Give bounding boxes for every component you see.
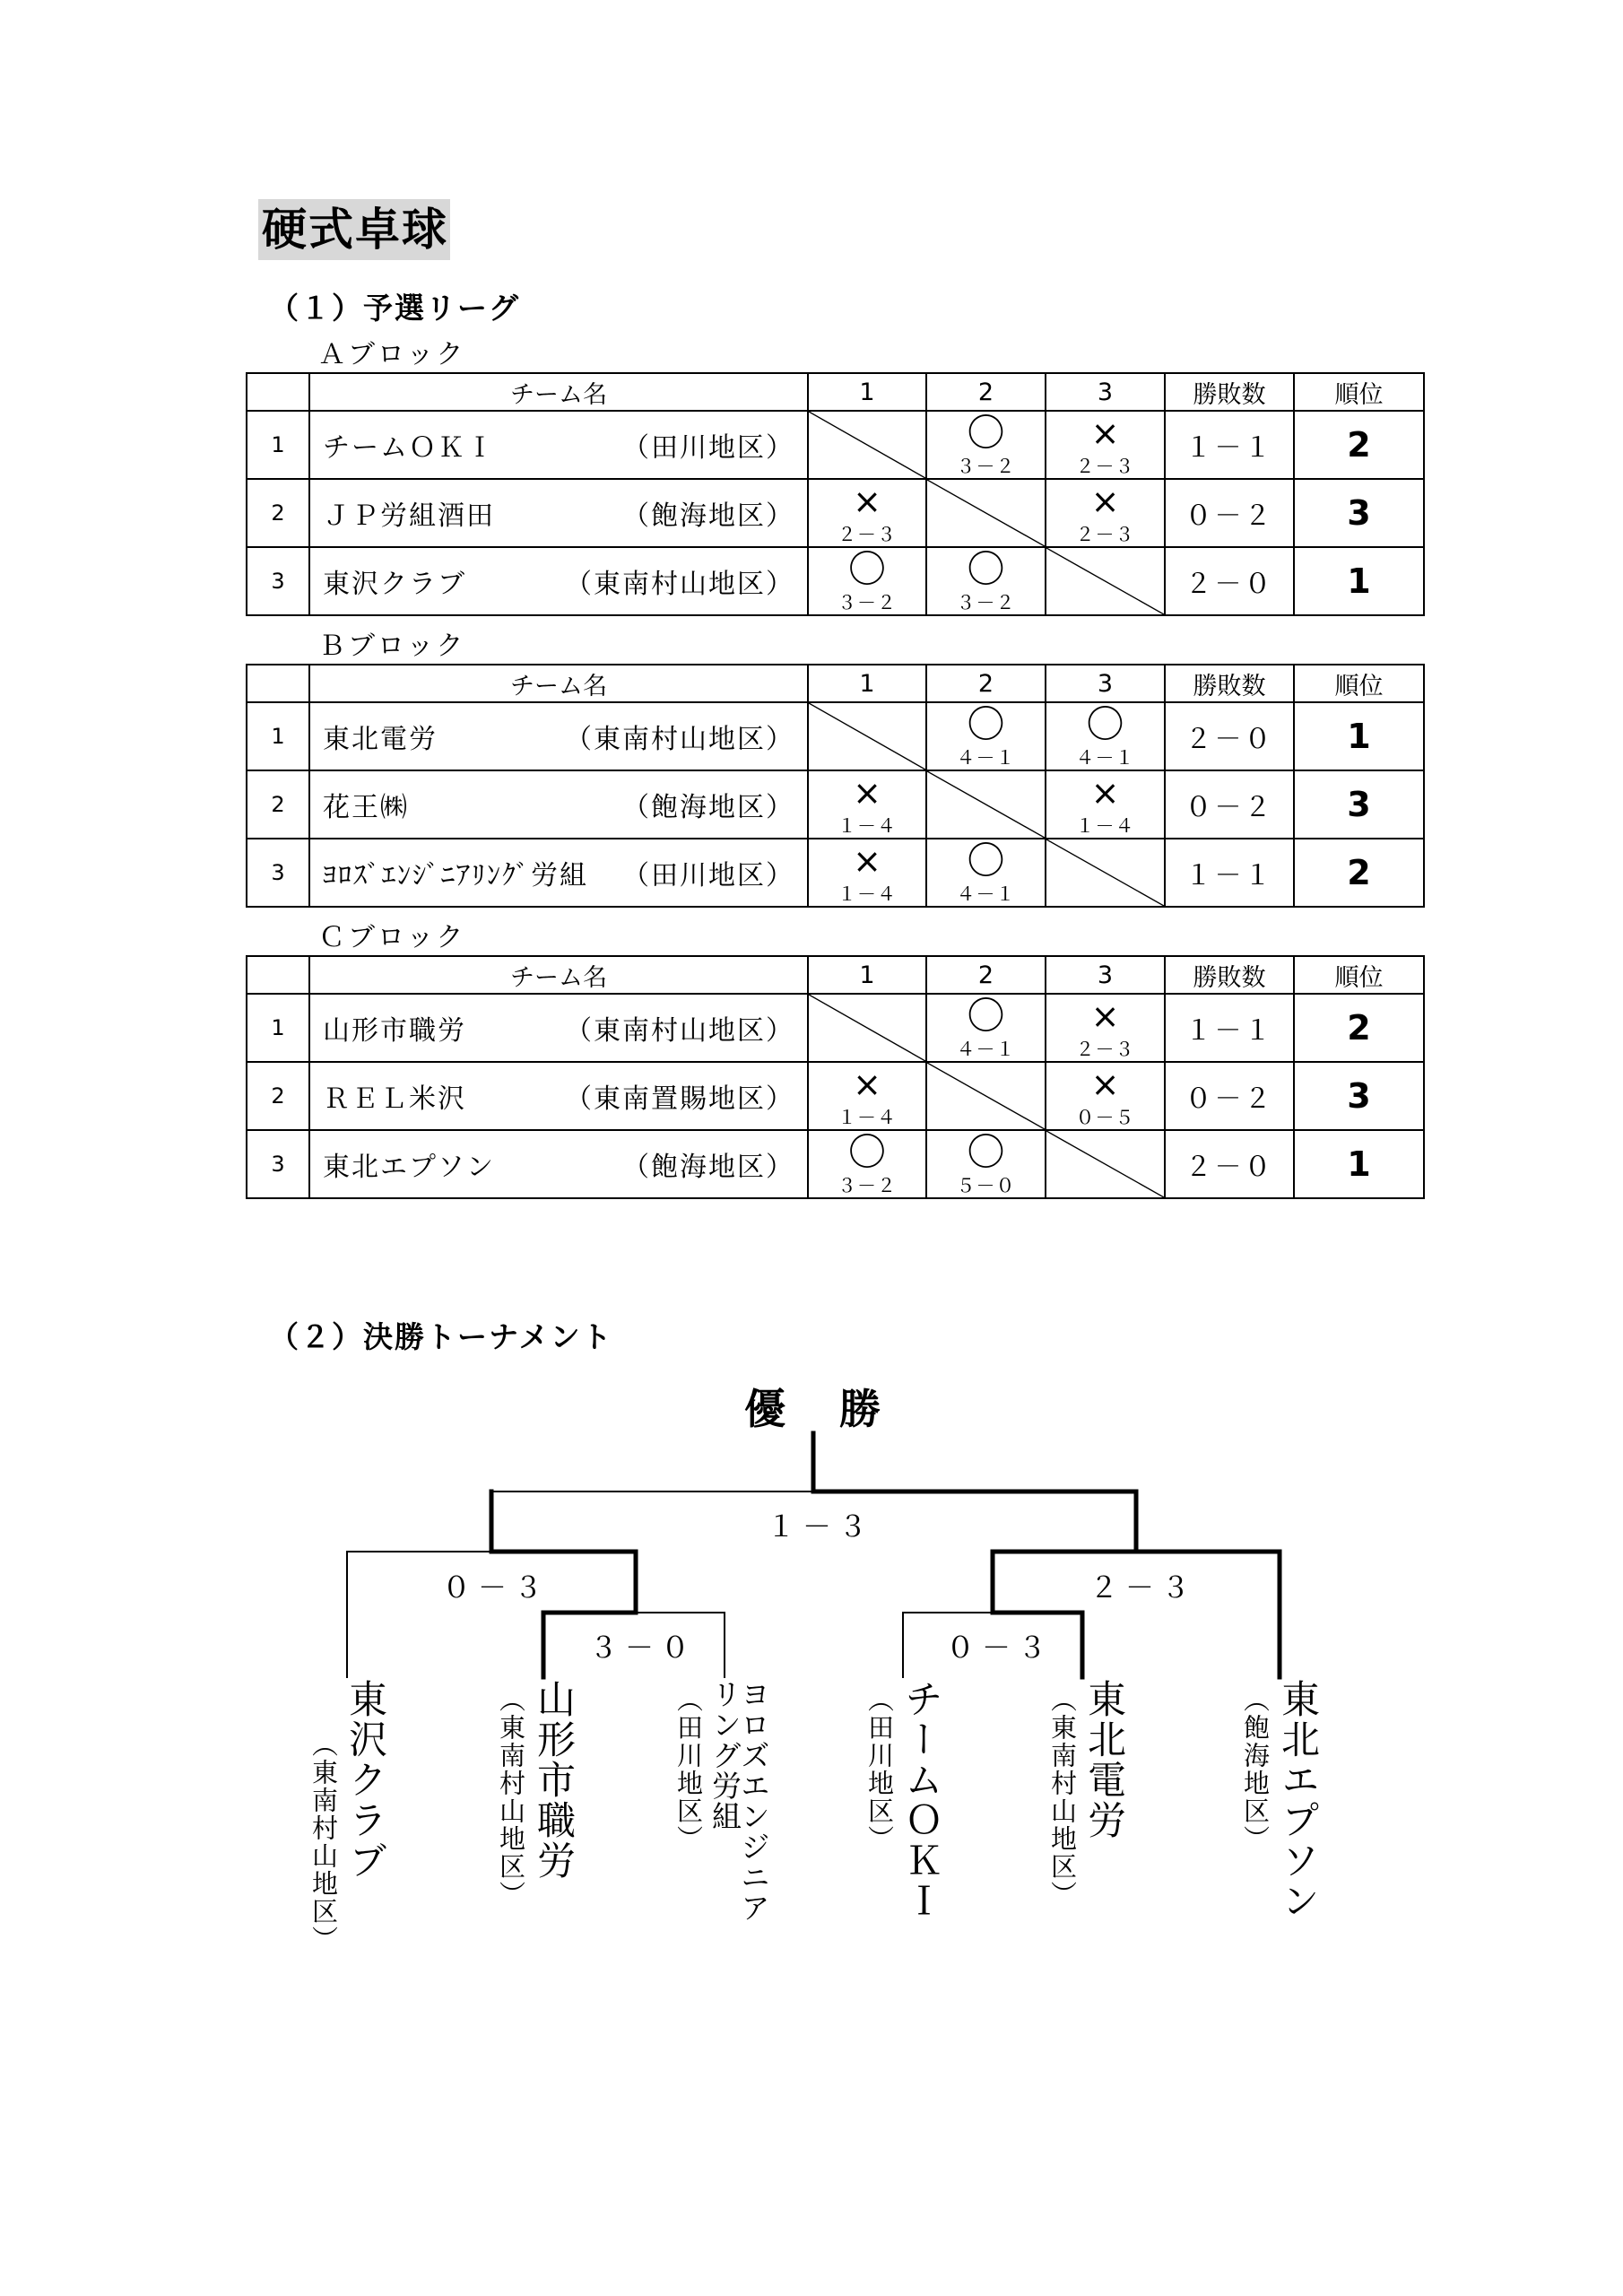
team-name: 東沢クラブ — [323, 569, 466, 600]
match-score: １－４ — [838, 815, 897, 837]
bracket-team-2-district: （東南村山地区） — [496, 1686, 526, 1909]
row-number: 3 — [247, 547, 309, 615]
loss-mark-icon: × — [1090, 482, 1120, 521]
bracket-team-5-name: 東北電労 — [1081, 1679, 1126, 1840]
match-score: ２－３ — [1075, 524, 1135, 545]
loss-mark-icon: × — [853, 773, 881, 813]
win-loss-record: １－１ — [1165, 411, 1294, 479]
row-number: 1 — [247, 994, 309, 1062]
rank: 1 — [1294, 702, 1424, 770]
bracket-team-3-name-line1: ヨロズエンジニア — [736, 1679, 771, 1923]
row-number: 1 — [247, 702, 309, 770]
loss-mark-icon: × — [1090, 1065, 1120, 1104]
row-number: 2 — [247, 1062, 309, 1130]
score-right-qf: ０－３ — [946, 1631, 1055, 1665]
header-cell: 3 — [1046, 665, 1165, 702]
score-right-semi: ２－３ — [1089, 1570, 1198, 1605]
win-mark-icon: 〇 — [967, 547, 1005, 591]
rank: 3 — [1294, 479, 1424, 547]
match-score: ３－２ — [838, 1175, 897, 1196]
loss-mark-icon: × — [853, 482, 881, 521]
header-cell: 2 — [926, 956, 1046, 994]
team-name: 山形市職労 — [323, 1015, 466, 1047]
team-district: （東南村山地区） — [565, 569, 794, 600]
team-name: ＪＰ労組酒田 — [323, 500, 495, 532]
rank: 2 — [1294, 839, 1424, 907]
match-score: １－４ — [838, 1107, 897, 1128]
header-cell: 3 — [1046, 956, 1165, 994]
match-score: １－４ — [838, 883, 897, 905]
win-loss-record: ０－２ — [1165, 1062, 1294, 1130]
win-loss-record: ２－０ — [1165, 702, 1294, 770]
loss-mark-icon: × — [853, 1065, 881, 1104]
bracket-team-6-district: （飽海地区） — [1240, 1686, 1271, 1853]
bracket-team-1-district: （東南村山地区） — [308, 1731, 339, 1953]
rank: 2 — [1294, 411, 1424, 479]
bracket-team-2-name: 山形市職労 — [531, 1679, 576, 1881]
team-district: （田川地区） — [622, 432, 794, 464]
header-cell: チーム名 — [309, 665, 808, 702]
match-score: ３－２ — [956, 456, 1016, 477]
match-score: ３－２ — [838, 592, 897, 613]
match-score: ２－３ — [1075, 456, 1135, 477]
block-label: Ｃブロック — [318, 922, 466, 953]
win-mark-icon: 〇 — [1086, 702, 1124, 746]
bracket-team-4-district: （田川地区） — [864, 1686, 895, 1853]
match-score: １－４ — [1075, 815, 1135, 837]
header-cell: 勝敗数 — [1165, 665, 1294, 702]
team-district: （田川地区） — [622, 860, 794, 891]
win-loss-record: ２－０ — [1165, 547, 1294, 615]
score-left-semi: ０－３ — [442, 1570, 551, 1605]
loss-mark-icon: × — [1090, 413, 1120, 453]
score-final: １－３ — [767, 1509, 875, 1544]
win-mark-icon: 〇 — [967, 839, 1005, 883]
team-name: 花王㈱ — [323, 792, 409, 823]
match-score: ０－５ — [1075, 1107, 1135, 1128]
team-name: ＲＥＬ米沢 — [323, 1083, 466, 1115]
win-mark-icon: 〇 — [967, 411, 1005, 455]
team-district: （飽海地区） — [622, 792, 794, 823]
bracket-team-1-name: 東沢クラブ — [343, 1679, 387, 1881]
bracket-team-3-district: （田川地区） — [673, 1686, 704, 1853]
bracket-team-6-name: 東北エプソン — [1275, 1679, 1320, 1921]
win-loss-record: ０－２ — [1165, 770, 1294, 839]
match-score: ５－０ — [956, 1175, 1016, 1196]
team-district: （飽海地区） — [622, 1152, 794, 1183]
match-score: ２－３ — [838, 524, 897, 545]
loss-mark-icon: × — [1090, 996, 1120, 1036]
row-number: 2 — [247, 479, 309, 547]
champion-label: 優 勝 — [744, 1385, 901, 1433]
header-cell: 順位 — [1294, 956, 1424, 994]
score-left-qf: ３－０ — [589, 1631, 698, 1665]
match-score: ２－３ — [1075, 1039, 1135, 1060]
match-score: ４－１ — [1075, 747, 1135, 769]
header-cell: チーム名 — [309, 373, 808, 411]
loss-mark-icon: × — [1090, 773, 1120, 813]
row-number: 3 — [247, 1130, 309, 1198]
bracket-team-5-district: （東南村山地区） — [1047, 1686, 1078, 1909]
block-label: Ｂブロック — [318, 631, 466, 662]
rank: 2 — [1294, 994, 1424, 1062]
match-score: ４－１ — [956, 747, 1016, 769]
win-mark-icon: 〇 — [847, 1130, 886, 1174]
win-mark-icon: 〇 — [847, 547, 886, 591]
match-score: ４－１ — [956, 1039, 1016, 1060]
header-cell: 勝敗数 — [1165, 956, 1294, 994]
win-mark-icon: 〇 — [967, 702, 1005, 746]
team-district: （東南置賜地区） — [565, 1083, 794, 1115]
win-loss-record: １－１ — [1165, 839, 1294, 907]
win-loss-record: ２－０ — [1165, 1130, 1294, 1198]
row-number: 3 — [247, 839, 309, 907]
rank: 3 — [1294, 770, 1424, 839]
bracket-team-4-name: チームＯＫＩ — [898, 1679, 943, 1921]
page-title: 硬式卓球 — [258, 199, 450, 260]
header-cell: 順位 — [1294, 373, 1424, 411]
header-cell: 3 — [1046, 373, 1165, 411]
row-number: 1 — [247, 411, 309, 479]
header-cell: 勝敗数 — [1165, 373, 1294, 411]
rank: 3 — [1294, 1062, 1424, 1130]
win-loss-record: １－１ — [1165, 994, 1294, 1062]
team-name: 東北エプソン — [323, 1152, 495, 1183]
match-score: ４－１ — [956, 883, 1016, 905]
header-cell: 2 — [926, 665, 1046, 702]
team-district: （東南村山地区） — [565, 724, 794, 755]
header-cell: 順位 — [1294, 665, 1424, 702]
rank: 1 — [1294, 1130, 1424, 1198]
win-loss-record: ０－２ — [1165, 479, 1294, 547]
row-number: 2 — [247, 770, 309, 839]
league-heading: （１）予選リーグ — [269, 291, 520, 326]
team-district: （東南村山地区） — [565, 1015, 794, 1047]
header-cell: 2 — [926, 373, 1046, 411]
team-name: ﾖﾛｽﾞｴﾝｼﾞﾆｱﾘﾝｸﾞ労組 — [323, 860, 588, 891]
header-cell: チーム名 — [309, 956, 808, 994]
match-score: ３－２ — [956, 592, 1016, 613]
team-name: チームＯＫＩ — [323, 432, 495, 464]
block-label: Ａブロック — [318, 339, 466, 370]
tournament-heading: （２）決勝トーナメント — [269, 1319, 613, 1354]
team-name: 東北電労 — [323, 724, 438, 755]
header-cell: 1 — [808, 665, 926, 702]
header-cell: 1 — [808, 956, 926, 994]
win-mark-icon: 〇 — [967, 1130, 1005, 1174]
bracket-team-3-name-line2: リング労組 — [707, 1679, 742, 1831]
rank: 1 — [1294, 547, 1424, 615]
team-district: （飽海地区） — [622, 500, 794, 532]
header-cell: 1 — [808, 373, 926, 411]
win-mark-icon: 〇 — [967, 994, 1005, 1038]
loss-mark-icon: × — [853, 841, 881, 881]
